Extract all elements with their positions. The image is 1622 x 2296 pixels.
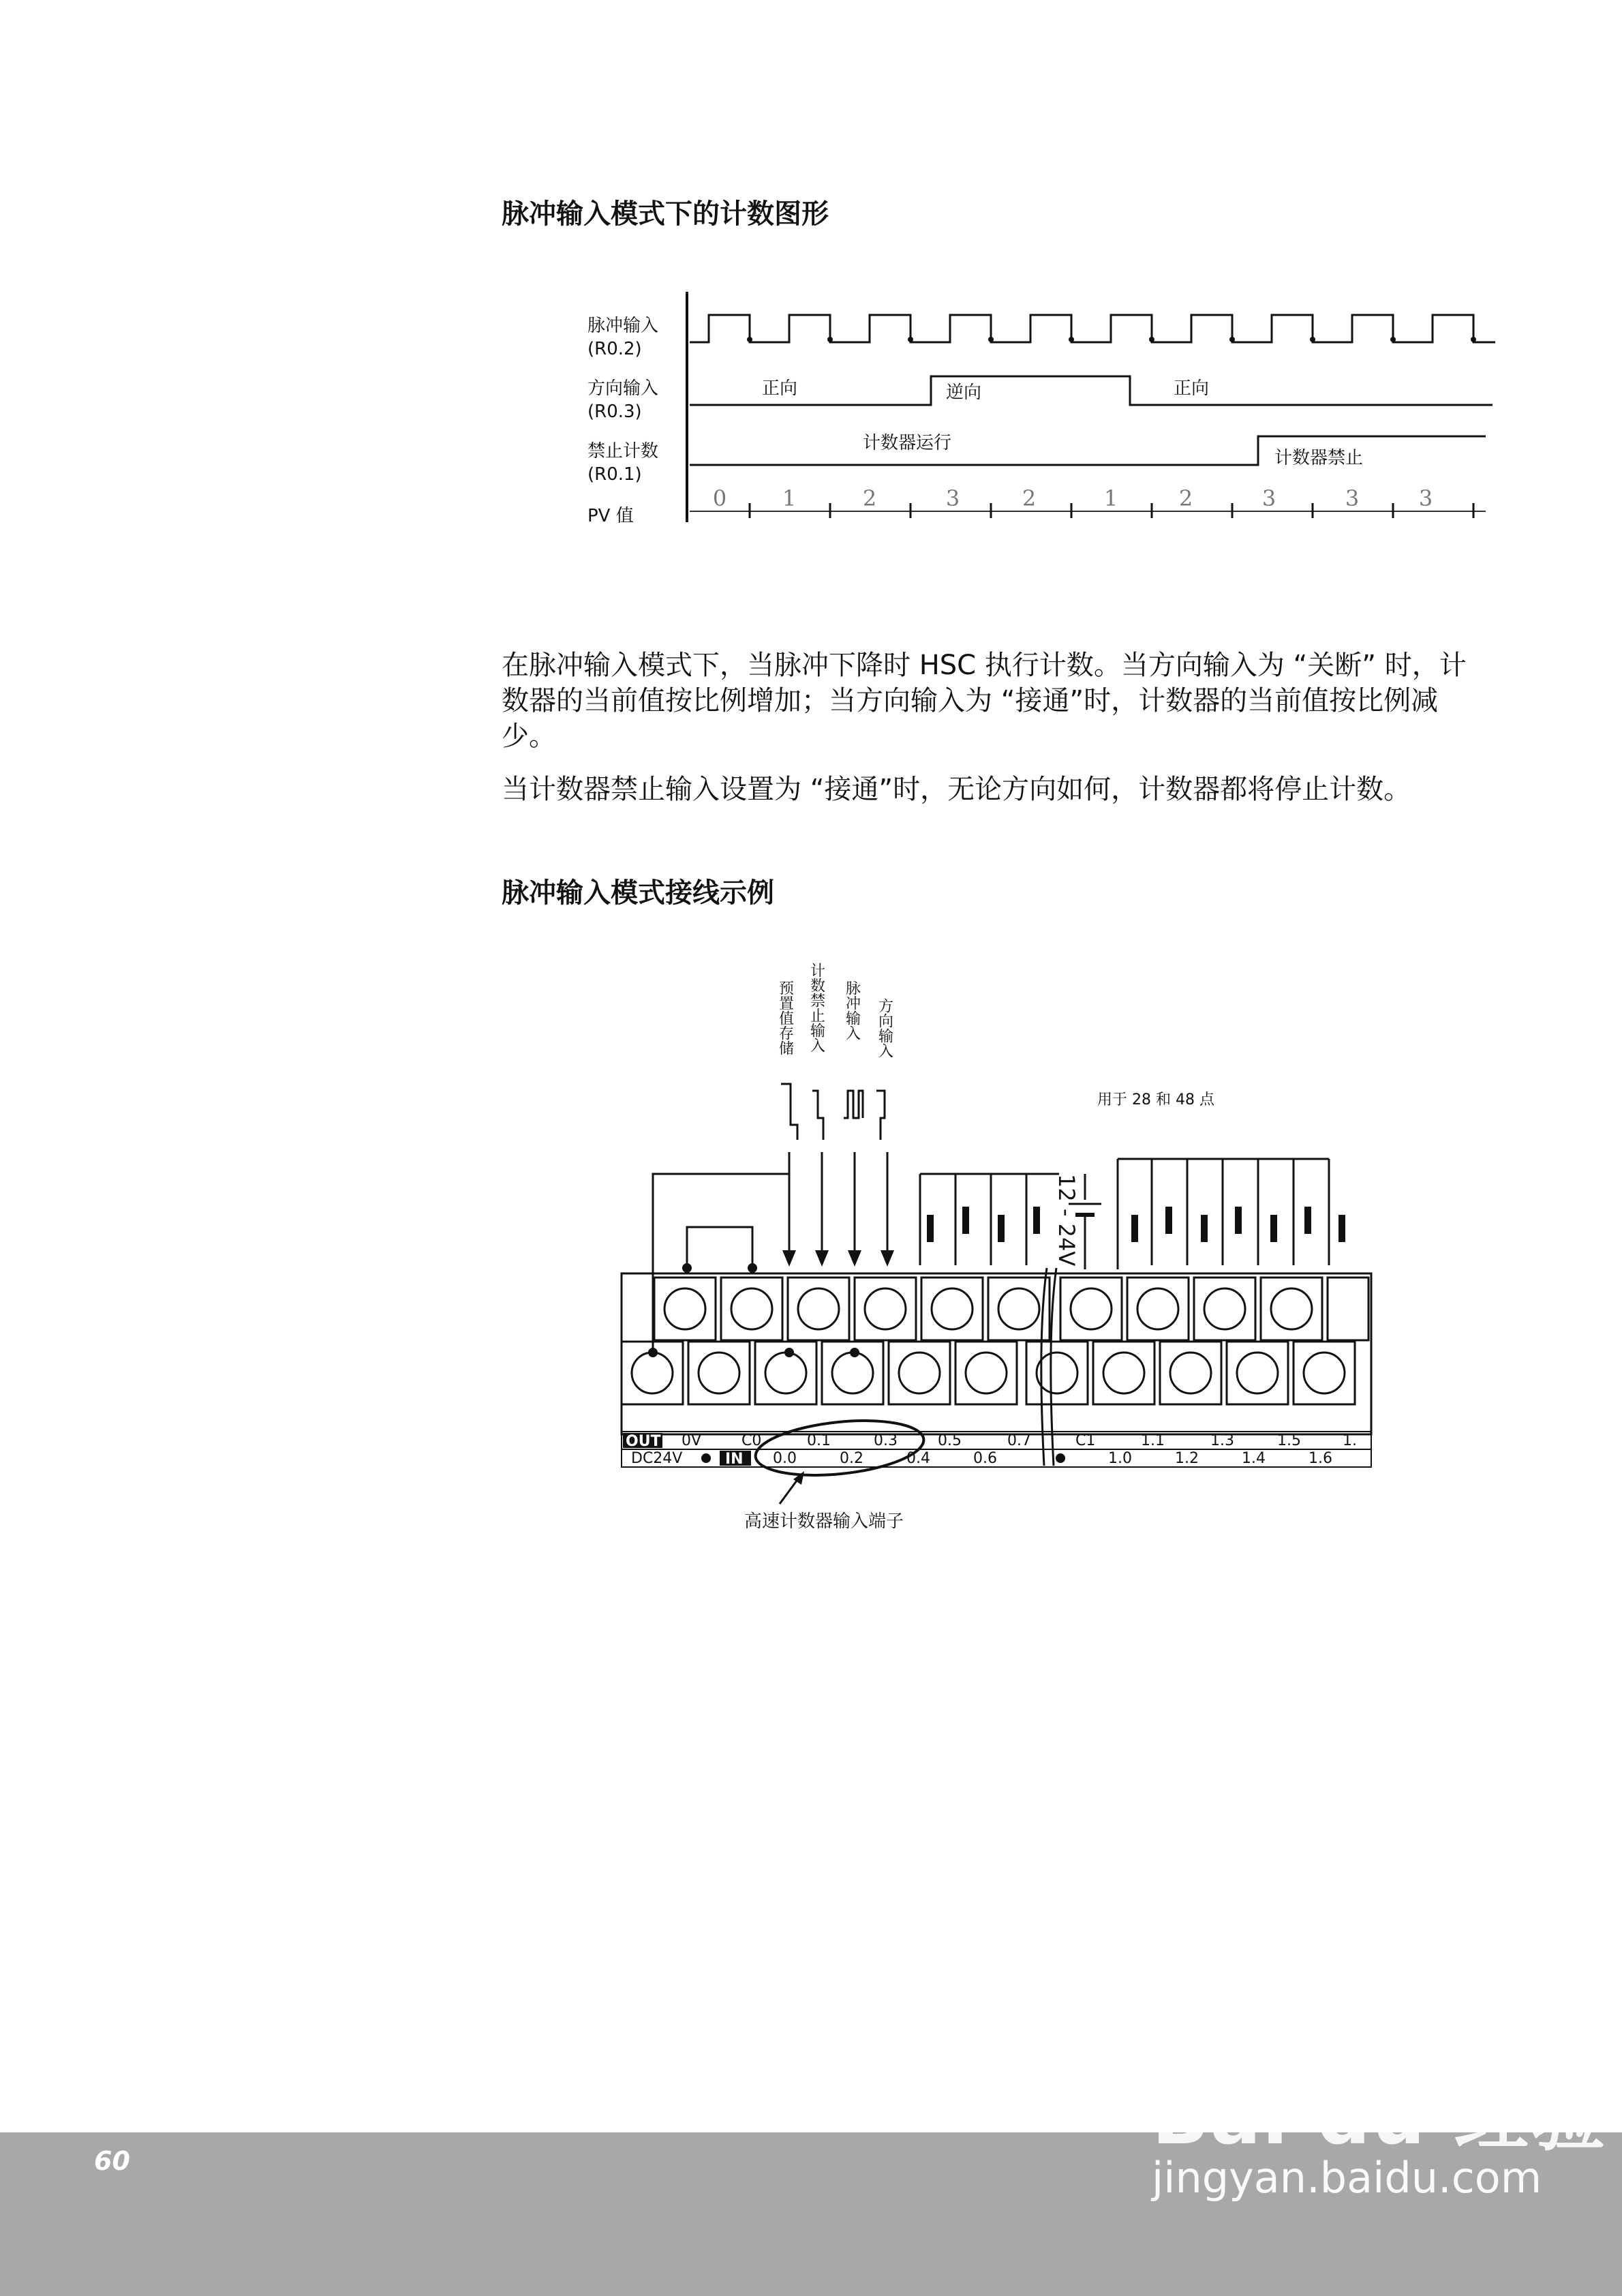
watermark-url: jingyan.baidu.com [1152, 2153, 1542, 2203]
watermark-logo: Bai du 经验 [1152, 2074, 1607, 2161]
pv-value: 2 [862, 485, 877, 511]
top-label: C1 [1075, 1432, 1096, 1449]
vertical-labels [777, 963, 893, 1058]
top-label: 1.1 [1141, 1432, 1165, 1449]
label-preset: 预置值存储 [776, 980, 794, 1055]
direction-input-label: 方向输入 [587, 378, 659, 399]
bottom-label: 1.4 [1242, 1450, 1266, 1467]
top-label: 1.3 [1210, 1432, 1234, 1449]
pv-value: 2 [1022, 485, 1037, 511]
top-label: 0V [682, 1432, 702, 1449]
top-label: 0.7 [1007, 1432, 1031, 1449]
top-label: 1. [1343, 1432, 1357, 1449]
page-number: 60 [94, 2146, 130, 2176]
pv-label: PV 值 [587, 506, 634, 526]
pv-value: 2 [1178, 485, 1193, 511]
note-28-48: 用于 28 和 48 点 [1097, 1091, 1214, 1108]
top-label: 0.3 [874, 1432, 898, 1449]
dir-label-forward-2: 正向 [1174, 378, 1210, 399]
dir-label-reverse: 逆向 [946, 382, 982, 403]
top-label: 1.5 [1277, 1432, 1301, 1449]
pv-value: 3 [1261, 485, 1276, 511]
bottom-label: 0.4 [906, 1450, 930, 1467]
bottom-label: 1.6 [1309, 1450, 1332, 1467]
paragraph-1: 在脉冲输入模式下，当脉冲下降时 HSC 执行计数。当方向输入为 “关断” 时，计数器的当前值按比例增加；当方向输入为 “接通”时，计数器的当前值按比例减少。 [502, 650, 1467, 752]
pv-value: 1 [1103, 485, 1118, 511]
pv-value: 0 [712, 485, 727, 511]
inhibit-addr: (R0.1) [587, 464, 642, 485]
voltage-label: 12 - 24V [1054, 1174, 1080, 1267]
label-pulse: 脉冲输入 [843, 980, 861, 1040]
dir-label-forward-1: 正向 [762, 378, 798, 399]
bottom-label: 0.6 [973, 1450, 997, 1467]
dc24v-label: DC24V [631, 1450, 683, 1467]
bottom-label: 1.0 [1108, 1450, 1132, 1467]
heading-timing: 脉冲输入模式下的计数图形 [502, 198, 829, 230]
label-direction: 方向输入 [876, 998, 893, 1058]
pulse-input-addr: (R0.2) [587, 339, 642, 359]
pulse-input-label: 脉冲输入 [587, 316, 659, 336]
inhibit-label: 禁止计数 [587, 441, 659, 462]
bottom-label: 1.2 [1175, 1450, 1199, 1467]
pv-value: 3 [1418, 485, 1433, 511]
paragraph-2: 当计数器禁止输入设置为 “接通”时，无论方向如何，计数器都将停止计数。 [502, 774, 1411, 805]
pv-value: 3 [1345, 485, 1360, 511]
callout-label: 高速计数器输入端子 [744, 1511, 904, 1532]
label-inhibit: 计数禁止输入 [808, 963, 825, 1053]
heading-wiring: 脉冲输入模式接线示例 [502, 877, 774, 909]
top-label: 0.5 [938, 1432, 962, 1449]
top-label: 0.1 [807, 1432, 831, 1449]
top-label: C0 [741, 1432, 762, 1449]
out-tag: OUT [626, 1433, 661, 1450]
pv-value: 1 [782, 485, 797, 511]
direction-input-addr: (R0.3) [587, 402, 642, 422]
in-tag: IN [725, 1451, 744, 1468]
bottom-label: 0.2 [840, 1450, 863, 1467]
pv-value: 3 [945, 485, 960, 511]
bottom-label: 0.0 [773, 1450, 797, 1467]
inhibit-stop-label: 计数器禁止 [1274, 448, 1364, 468]
inhibit-run-label: 计数器运行 [863, 433, 952, 453]
